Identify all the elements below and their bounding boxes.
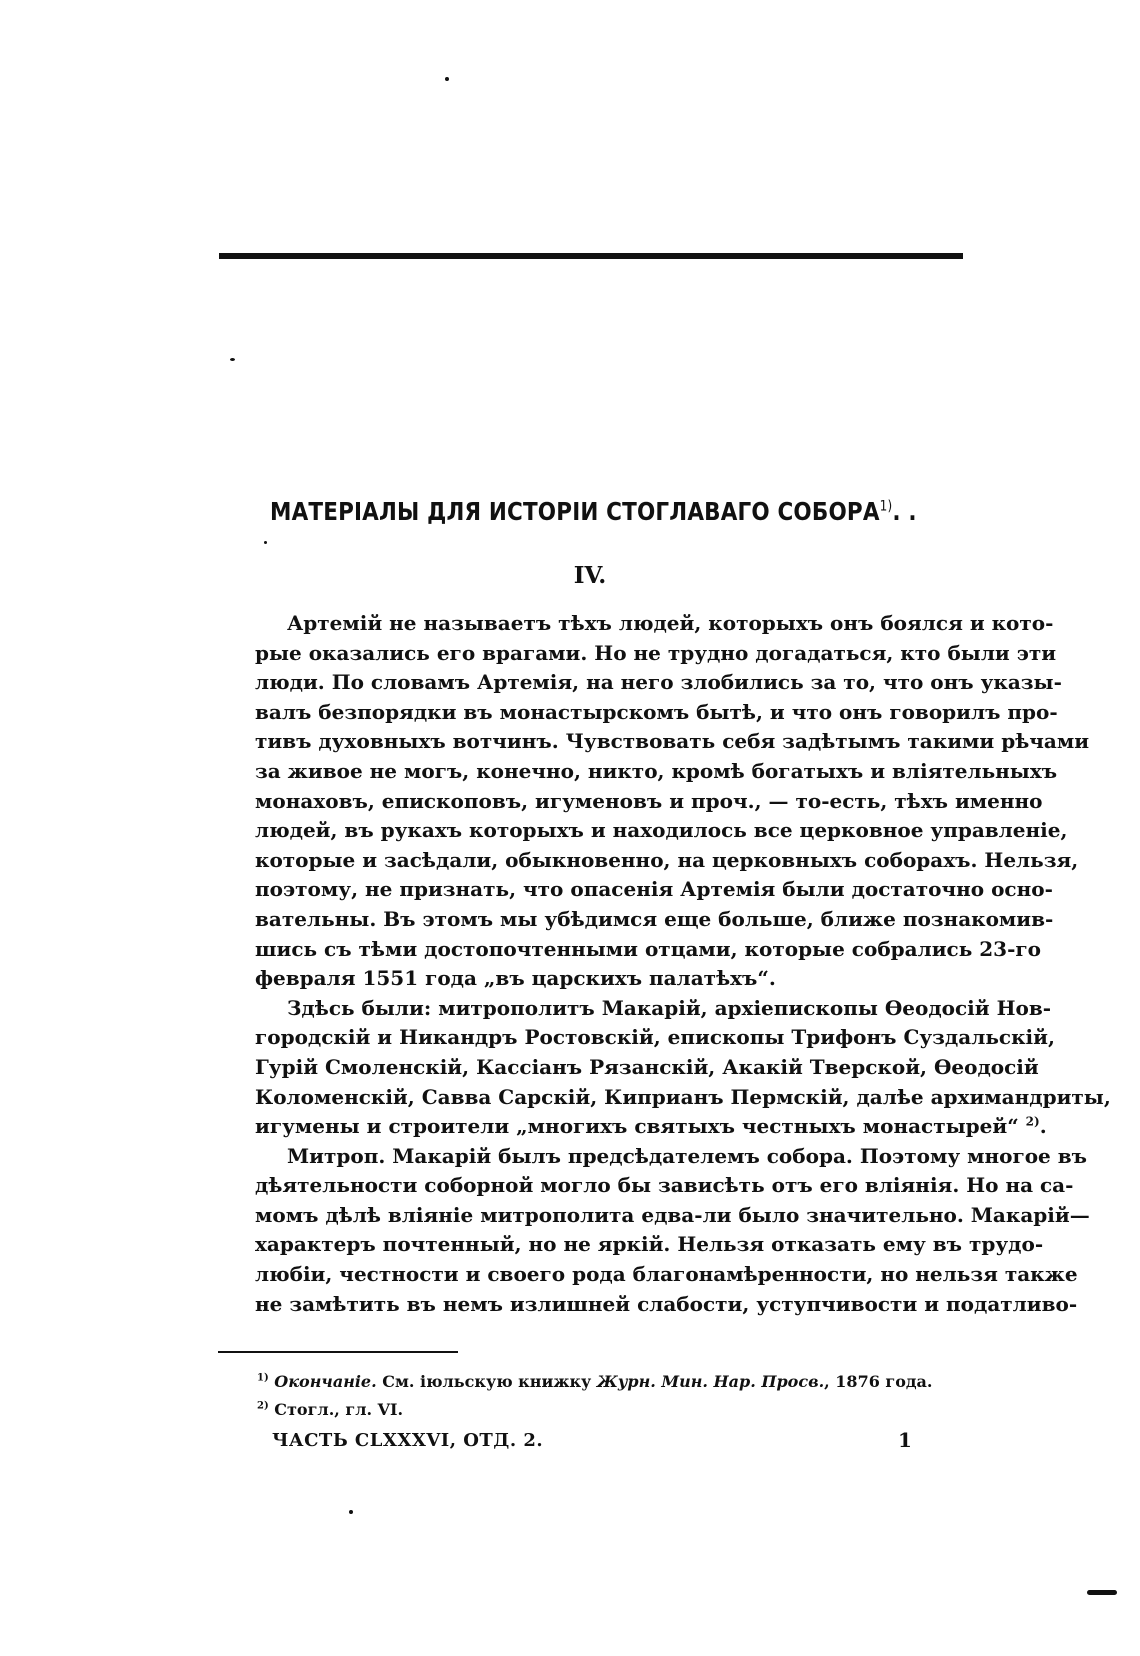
footnote-text: См. іюльскую книжку (382, 1372, 592, 1391)
text-line: Коломенскій, Савва Сарскій, Киприанъ Пермскій, далѣе архимандриты, (255, 1084, 1111, 1109)
footnote-italic-lead: Окончаніе. (274, 1372, 377, 1391)
text-line: момъ дѣлѣ вліяніе митрополита едва-ли было значительно. Макарій— (255, 1202, 1090, 1227)
footnote-2 (257, 1396, 957, 1424)
title-footnote-ref: 1) (879, 498, 893, 515)
text-line: которые и засѣдали, обыкновенно, на церковныхъ соборахъ. Нельзя, (255, 847, 1079, 872)
header-rule (219, 253, 963, 259)
text-line: дѣятельности соборной могло бы зависѣть отъ его вліянія. Но на са- (255, 1173, 1074, 1198)
text-line: характеръ почтенный, но не яркій. Нельзя отказать ему въ трудо- (255, 1232, 1044, 1257)
section-number: IV. (573, 562, 607, 589)
body-text (255, 609, 1111, 1319)
footnote-rule (218, 1351, 458, 1353)
ink-speck (445, 77, 449, 81)
text-line: людей, въ рукахъ которыхъ и находилось все церковное управленіе, (255, 818, 1068, 843)
text-line: не замѣтить въ немъ излишней слабости, уступчивости и податливо- (255, 1291, 1078, 1316)
text-line: монаховъ, епископовъ, игуменовъ и проч., — то-есть, тѣхъ именно (255, 788, 1043, 813)
text-line: шись съ тѣми достопочтенными отцами, которые собрались 23-го (255, 936, 1041, 961)
text-line: Артемій не называетъ тѣхъ людей, которыхъ онъ боялся и кото- (287, 611, 1054, 635)
ink-speck (230, 358, 235, 361)
text-line: любіи, честности и своего рода благонамѣренности, но нельзя также (255, 1262, 1078, 1287)
text-line: люди. По словамъ Артемія, на него злобились за то, что онъ указы- (255, 670, 1062, 695)
footnote-marker: 2) (257, 1400, 269, 1412)
text-line-content: игумены и строители „многихъ святыхъ честныхъ монастырей“ (255, 1114, 1019, 1139)
page-number: 1 (898, 1428, 912, 1452)
text-line: Митроп. Макарій былъ предсѣдателемъ собора. Поэтому многое въ (287, 1143, 1087, 1168)
text-line: Гурій Смоленскій, Кассіанъ Рязанскій, Акакій Тверской, Ѳеодосій (255, 1054, 1039, 1079)
ink-speck (264, 541, 267, 544)
printer-signature: ЧАСТЬ CLXXXVI, ОТД. 2. (272, 1430, 544, 1451)
footnotes (257, 1368, 957, 1424)
article-title-text: МАТЕРІАЛЫ ДЛЯ ИСТОРІИ СТОГЛАВАГО СОБОРА (270, 497, 880, 526)
footnote-text-after: , 1876 года. (824, 1372, 933, 1391)
text-line: за живое не могъ, конечно, никто, кромѣ богатыхъ и вліятельныхъ (255, 758, 1058, 783)
footnote-1 (257, 1368, 957, 1396)
text-line: февраля 1551 года „въ царскихъ палатѣхъ“. (255, 966, 776, 991)
ink-speck (349, 1510, 353, 1514)
ink-speck (1087, 1590, 1117, 1595)
text-line: валъ безпорядки въ монастырскомъ бытѣ, и что онъ говорилъ про- (255, 699, 1058, 724)
text-line: Здѣсь были: митрополитъ Макарій, архіепископы Ѳеодосій Нов- (287, 995, 1052, 1020)
text-line: вательны. Въ этомъ мы убѣдимся еще больше, ближе познакомив- (255, 906, 1054, 931)
footnote-ref: 2) (1025, 1114, 1040, 1129)
text-line: рые оказались его врагами. Но не трудно догадаться, кто были эти (255, 640, 1057, 665)
text-line (255, 1112, 1047, 1142)
text-line: городскій и Никандръ Ростовскій, епископы Трифонъ Суздальскій, (255, 1025, 1055, 1050)
footnote-marker: 1) (257, 1372, 269, 1384)
footnote-text: Стогл., гл. VI. (274, 1400, 404, 1419)
text-line: тивъ духовныхъ вотчинъ. Чувствовать себя задѣтымъ такими рѣчами (255, 729, 1090, 754)
article-title: МАТЕРІАЛЫ ДЛЯ ИСТОРІИ СТОГЛАВАГО СОБОРА$^{1)}$. . (270, 497, 917, 526)
text-line: поэтому, не признать, что опасенія Артемія были достаточно осно- (255, 877, 1053, 902)
line-tail: . (1039, 1114, 1047, 1139)
footnote-journal: Журн. Мин. Нар. Просв. (596, 1372, 825, 1391)
